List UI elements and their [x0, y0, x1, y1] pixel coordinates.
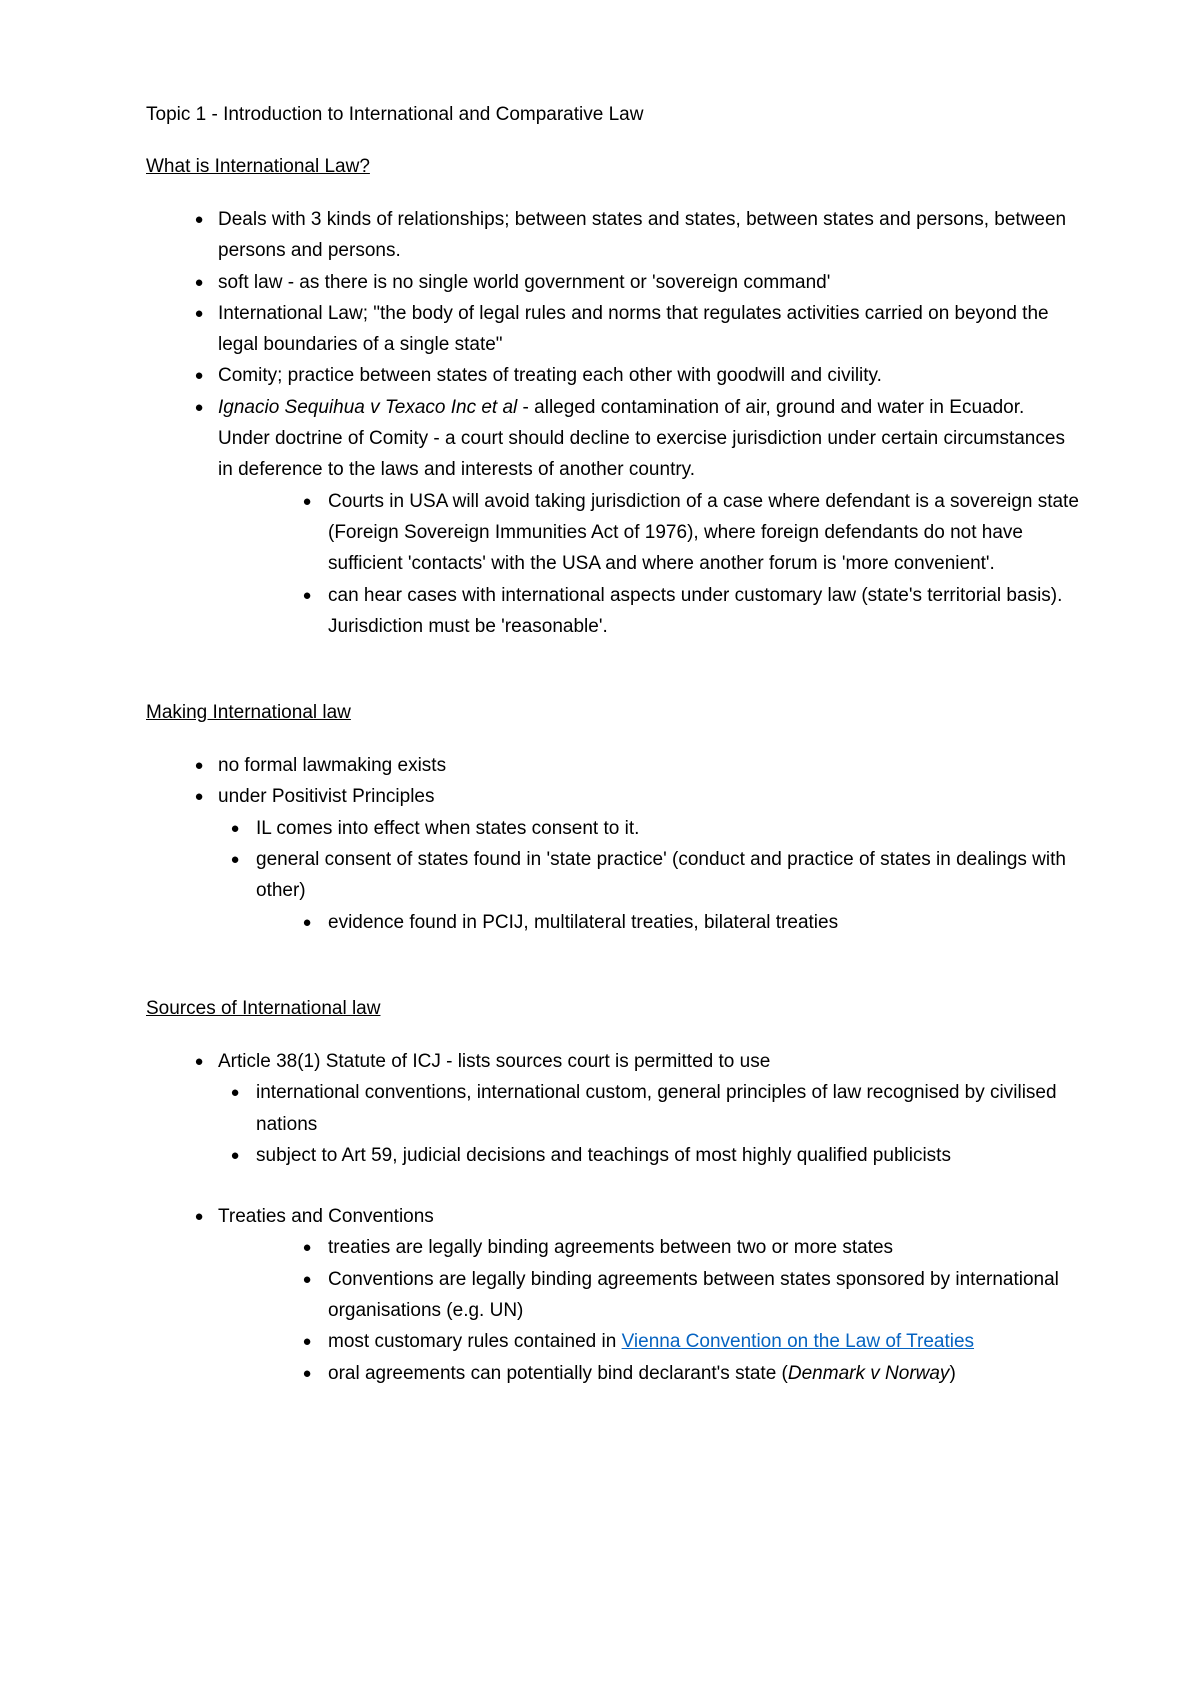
list-item — [146, 267, 1080, 298]
list-item-text: - alleged contamination of air, ground and water in Ecuador. Under doctrine of Comity - a court should decline to exercise jurisdiction under certain circumstances in deference to the laws and interests of another country. — [218, 396, 1065, 481]
list-item-text: oral agreements can potentially bind declarant's state ( — [328, 1362, 788, 1384]
list-item — [146, 1046, 1080, 1077]
spacer — [146, 1171, 1080, 1201]
bullet-icon: ● — [302, 586, 312, 604]
list-item-text: IL comes into effect when states consent to it. — [256, 817, 640, 839]
bullet-icon: ● — [302, 913, 312, 931]
list-item-text: Deals with 3 kinds of relationships; between states and states, between states and persons, between persons and persons. — [218, 209, 1067, 262]
list-item-text: evidence found in PCIJ, multilateral treaties, bilateral treaties — [328, 911, 839, 933]
bullet-icon: ● — [194, 757, 204, 775]
bullet-icon: ● — [302, 1270, 312, 1288]
list-item-text: treaties are legally binding agreements between two or more states — [328, 1237, 894, 1259]
treaties-list — [146, 1201, 1080, 1389]
bullet-icon: ● — [230, 851, 240, 869]
list-item — [146, 1140, 1080, 1171]
list-item — [146, 907, 1080, 938]
bullet-icon: ● — [194, 211, 204, 228]
list-item-text: ) — [949, 1362, 956, 1384]
bullet-icon: ● — [230, 819, 240, 837]
case-name: Denmark v Norway — [787, 1362, 950, 1384]
spacer — [146, 938, 1080, 994]
spacer — [146, 642, 1080, 698]
list-item — [146, 1077, 1080, 1140]
bullet-icon: ● — [194, 788, 204, 806]
bullet-icon: ● — [302, 1239, 312, 1257]
list-item-text: subject to Art 59, judicial decisions and teachings of most highly qualified publicists — [256, 1144, 951, 1166]
bullet-icon: ● — [194, 1052, 204, 1070]
list-item-text: most customary rules contained in — [328, 1331, 622, 1353]
what-is-il-list — [146, 204, 1080, 642]
list-item-text: general consent of states found in 'state practice' (conduct and practice of states in dealings with other) — [256, 849, 1066, 902]
list-item-text: Comity; practice between states of treating each other with goodwill and civility. — [218, 365, 882, 387]
list-item — [146, 1264, 1080, 1327]
bullet-icon: ● — [302, 1333, 312, 1351]
list-item — [146, 1326, 1080, 1357]
list-item-text: international conventions, international custom, general principles of law recognised by civilised nations — [256, 1082, 1057, 1135]
list-item — [146, 360, 1080, 391]
list-item — [146, 813, 1080, 844]
making-il-list — [146, 750, 1080, 938]
list-item — [146, 844, 1080, 907]
list-item — [146, 298, 1080, 361]
list-item-text: no formal lawmaking exists — [218, 755, 447, 777]
list-item — [146, 1201, 1080, 1232]
list-item-text: Courts in USA will avoid taking jurisdiction of a case where defendant is a sovereign state (Foreign Sovereign Immunities Act of 1976), where foreign defendants do not have sufficient 'contacts' with the USA and where another forum is 'more convenient'. — [328, 490, 1079, 575]
bullet-icon: ● — [230, 1146, 240, 1164]
list-item — [146, 580, 1080, 643]
sources-il-list — [146, 1046, 1080, 1171]
section-heading-what-is-il: What is International Law? — [146, 156, 370, 177]
section-heading-making-il: Making International law — [146, 702, 351, 724]
bullet-icon: ● — [194, 367, 204, 385]
bullet-icon: ● — [194, 398, 204, 416]
list-item-text: can hear cases with international aspects under customary law (state's territorial basis). Jurisdiction must be 'reasonable'. — [328, 584, 1063, 637]
list-item-text: Treaties and Conventions — [218, 1206, 434, 1228]
vienna-convention-link[interactable]: Vienna Convention on the Law of Treaties — [621, 1331, 975, 1353]
bullet-icon: ● — [194, 1208, 204, 1226]
list-item — [146, 1232, 1080, 1263]
list-item — [146, 750, 1080, 781]
page-title: Topic 1 - Introduction to International and Comparative Law — [146, 104, 644, 125]
list-item — [146, 486, 1080, 580]
list-item-text: International Law; "the body of legal rules and norms that regulates activities carried on beyond the legal boundaries of a single state" — [218, 302, 1049, 356]
list-item — [146, 781, 1080, 812]
list-item — [146, 1358, 1080, 1389]
list-item-text: under Positivist Principles — [218, 786, 435, 808]
section-heading-sources-il: Sources of International law — [146, 997, 381, 1019]
bullet-icon: ● — [302, 492, 312, 510]
bullet-icon: ● — [194, 273, 204, 291]
list-item-text: soft law - as there is no single world government or 'sovereign command' — [218, 271, 831, 293]
bullet-icon: ● — [194, 304, 204, 322]
list-item — [146, 392, 1080, 486]
list-item-text: Conventions are legally binding agreements between states sponsored by international organisations (e.g. UN) — [328, 1268, 1059, 1322]
list-item — [146, 204, 1080, 267]
case-name: Ignacio Sequihua v Texaco Inc et al — [218, 396, 518, 418]
bullet-icon: ● — [230, 1084, 240, 1102]
bullet-icon: ● — [302, 1364, 312, 1382]
list-item-text: Article 38(1) Statute of ICJ - lists sources court is permitted to use — [218, 1050, 771, 1072]
